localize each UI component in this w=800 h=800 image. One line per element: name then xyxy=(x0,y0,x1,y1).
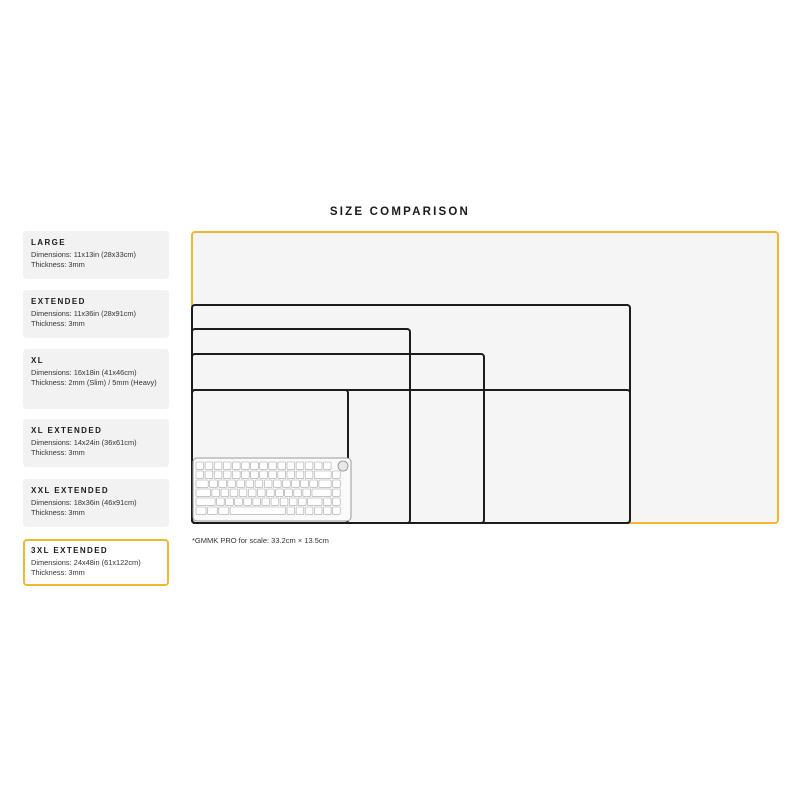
keycap xyxy=(221,489,229,496)
keycap xyxy=(298,498,306,505)
keycap xyxy=(223,462,231,469)
keycap xyxy=(237,480,245,487)
keycap xyxy=(333,507,341,514)
size-card-dimensions: Dimensions: 16x18in (41x46cm) xyxy=(31,368,137,377)
keycap xyxy=(267,489,275,496)
keycap xyxy=(296,471,304,478)
keycap xyxy=(333,471,341,478)
keycap xyxy=(269,462,277,469)
keycap xyxy=(228,480,236,487)
size-card-name: XXL EXTENDED xyxy=(31,486,109,495)
keycap xyxy=(205,462,213,469)
keycap xyxy=(323,462,331,469)
size-card-name: 3XL EXTENDED xyxy=(31,546,109,555)
size-card-thickness: Thickness: 3mm xyxy=(31,568,85,578)
keycap xyxy=(239,489,247,496)
keycap xyxy=(196,489,211,496)
keycap xyxy=(264,480,272,487)
keycap xyxy=(251,471,259,478)
size-card-dimensions: Dimensions: 18x36in (46x91cm) xyxy=(31,498,137,507)
keycap xyxy=(296,507,304,514)
keycap xyxy=(287,507,295,514)
keycap xyxy=(232,471,240,478)
keycap xyxy=(305,462,313,469)
keycap xyxy=(196,507,206,514)
keyboard-knob xyxy=(338,461,348,471)
keycap xyxy=(287,471,295,478)
keycap xyxy=(278,462,286,469)
keycap xyxy=(308,498,323,505)
keycap xyxy=(285,489,293,496)
keycap xyxy=(217,498,225,505)
keycap xyxy=(235,498,243,505)
keycap xyxy=(214,462,222,469)
keycap xyxy=(314,462,322,469)
keycap xyxy=(333,489,341,496)
keycap xyxy=(196,480,208,487)
keycap xyxy=(260,462,268,469)
size-card-thickness: Thickness: 3mm xyxy=(31,319,85,329)
size-card-name: XL xyxy=(31,356,45,365)
keycap xyxy=(196,462,204,469)
keycap xyxy=(244,498,252,505)
keycap xyxy=(283,480,291,487)
keycap xyxy=(246,480,254,487)
keycap xyxy=(276,489,284,496)
size-card-thickness: Thickness: 3mm xyxy=(31,260,85,270)
keycap xyxy=(207,507,217,514)
keycap xyxy=(271,498,279,505)
keycap xyxy=(303,489,311,496)
keycap xyxy=(230,507,286,514)
keycap xyxy=(210,480,218,487)
keycap xyxy=(196,471,204,478)
keycap xyxy=(214,471,222,478)
keycap xyxy=(305,471,313,478)
keycap xyxy=(273,480,281,487)
keycap xyxy=(230,489,238,496)
keycap xyxy=(305,507,313,514)
keycap xyxy=(333,498,341,505)
size-card-name: EXTENDED xyxy=(31,297,86,306)
keycap xyxy=(212,489,220,496)
keycap xyxy=(251,462,259,469)
keycap xyxy=(287,462,295,469)
keycap xyxy=(260,471,268,478)
size-card-dimensions: Dimensions: 11x13in (28x33cm) xyxy=(31,250,137,259)
keycap xyxy=(314,471,331,478)
size-card-dimensions: Dimensions: 14x24in (36x61cm) xyxy=(31,438,137,447)
keycap xyxy=(278,471,286,478)
keycap xyxy=(289,498,297,505)
keycap xyxy=(323,507,331,514)
size-card-thickness: Thickness: 2mm (Slim) / 5mm (Heavy) xyxy=(31,378,157,388)
keycap xyxy=(226,498,234,505)
keycap xyxy=(333,480,341,487)
size-card-name: LARGE xyxy=(31,238,66,247)
keycap xyxy=(248,489,256,496)
size-card-thickness: Thickness: 3mm xyxy=(31,508,85,518)
keycap xyxy=(223,471,231,478)
keycap xyxy=(292,480,300,487)
keycap xyxy=(323,498,331,505)
keycap xyxy=(262,498,270,505)
keycap xyxy=(310,480,318,487)
keycap xyxy=(232,462,240,469)
keycap xyxy=(280,498,288,505)
page-title: SIZE COMPARISON xyxy=(329,206,471,218)
keyboard-icon xyxy=(193,458,351,521)
keycap xyxy=(257,489,265,496)
keycap xyxy=(296,462,304,469)
keycap xyxy=(294,489,302,496)
keycap xyxy=(319,480,331,487)
keycap xyxy=(253,498,261,505)
keycap xyxy=(269,471,277,478)
keycap xyxy=(205,471,213,478)
keycap xyxy=(314,507,322,514)
keycap xyxy=(312,489,331,496)
keycap xyxy=(301,480,309,487)
keycap xyxy=(242,471,250,478)
size-card-thickness: Thickness: 3mm xyxy=(31,448,85,458)
size-card-name: XL EXTENDED xyxy=(31,426,103,435)
keycap xyxy=(219,507,229,514)
size-card-dimensions: Dimensions: 11x36in (28x91cm) xyxy=(31,309,137,318)
keycap xyxy=(219,480,227,487)
keycap xyxy=(242,462,250,469)
size-card-dimensions: Dimensions: 24x48in (61x122cm) xyxy=(31,558,141,567)
keycap xyxy=(255,480,263,487)
keycap xyxy=(196,498,215,505)
scale-footnote: *GMMK PRO for scale: 33.2cm × 13.5cm xyxy=(192,536,329,545)
